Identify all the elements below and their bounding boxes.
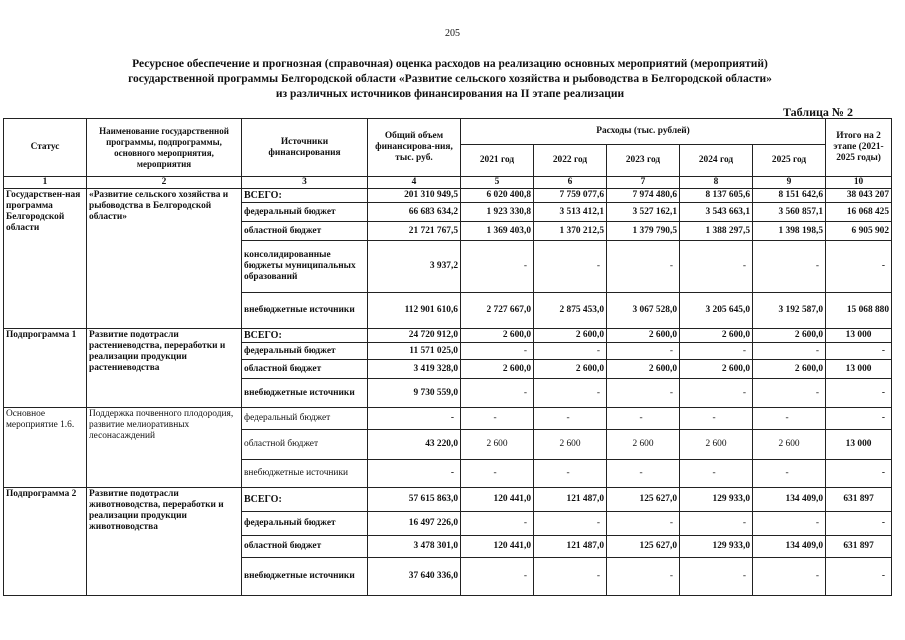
- column-number: 4: [368, 177, 461, 189]
- stage-total-cell: -: [826, 379, 892, 408]
- year-value-cell: -: [753, 379, 826, 408]
- year-value-cell: 1 370 212,5: [534, 222, 607, 241]
- stage-total-cell: 38 043 207: [826, 189, 892, 203]
- year-value-cell: -: [680, 343, 753, 360]
- year-value-cell: -: [753, 460, 826, 488]
- total-cell: 3 419 328,0: [368, 360, 461, 379]
- year-value-cell: -: [534, 241, 607, 293]
- table-row: [4, 329, 892, 343]
- year-value-cell: 2 600,0: [534, 360, 607, 379]
- header-total: Общий объем финансирова-ния, тыс. руб.: [368, 119, 461, 177]
- year-value-cell: -: [534, 379, 607, 408]
- column-number: 3: [242, 177, 368, 189]
- stage-total-cell: -: [826, 558, 892, 596]
- year-value-cell: -: [680, 558, 753, 596]
- year-value-cell: 3 527 162,1: [607, 203, 680, 222]
- year-value-cell: 121 487,0: [534, 536, 607, 558]
- year-value-cell: 129 933,0: [680, 488, 753, 512]
- header-year: 2022 год: [534, 145, 607, 177]
- source-cell: областной бюджет: [242, 360, 368, 379]
- year-value-cell: 2 600: [680, 430, 753, 460]
- total-cell: 11 571 025,0: [368, 343, 461, 360]
- column-number: 10: [826, 177, 892, 189]
- year-value-cell: 2 600: [461, 430, 534, 460]
- program-name-cell: Поддержка почвенного плодородия, развитие мелиоративных лесонасаждений: [87, 408, 242, 488]
- total-cell: 16 497 226,0: [368, 512, 461, 536]
- year-value-cell: 2 600,0: [461, 329, 534, 343]
- title-line-3: из различных источников финансирования на II этапе реализации: [275, 88, 625, 100]
- stage-total-cell: 631 897: [826, 536, 892, 558]
- year-value-cell: 125 627,0: [607, 536, 680, 558]
- total-cell: 9 730 559,0: [368, 379, 461, 408]
- source-cell: внебюджетные источники: [242, 379, 368, 408]
- source-cell: ВСЕГО:: [242, 189, 368, 203]
- column-number: 9: [753, 177, 826, 189]
- total-cell: -: [368, 460, 461, 488]
- source-cell: областной бюджет: [242, 536, 368, 558]
- title-line-2: государственной программы Белгородской области «Развитие сельского хозяйства и рыбоводства в Белгородской области»: [128, 73, 772, 85]
- year-value-cell: 2 600,0: [753, 329, 826, 343]
- source-cell: федеральный бюджет: [242, 512, 368, 536]
- year-value-cell: 3 513 412,1: [534, 203, 607, 222]
- total-cell: 201 310 949,5: [368, 189, 461, 203]
- year-value-cell: 2 600: [534, 430, 607, 460]
- header-stage-total: Итого на 2 этапе (2021-2025 годы): [826, 119, 892, 177]
- year-value-cell: -: [607, 512, 680, 536]
- year-value-cell: -: [461, 408, 534, 430]
- program-name-cell: «Развитие сельского хозяйства и рыбоводства в Белгородской области»: [87, 189, 242, 329]
- year-value-cell: 120 441,0: [461, 488, 534, 512]
- year-value-cell: 2 600,0: [607, 360, 680, 379]
- year-value-cell: -: [607, 460, 680, 488]
- status-cell: Государствен-ная программа Белгородской области: [4, 189, 87, 329]
- header-year: 2021 год: [461, 145, 534, 177]
- column-number: 8: [680, 177, 753, 189]
- year-value-cell: 3 192 587,0: [753, 293, 826, 329]
- table-header: [4, 119, 892, 189]
- column-number: 7: [607, 177, 680, 189]
- stage-total-cell: 13 000: [826, 360, 892, 379]
- year-value-cell: 2 600,0: [680, 329, 753, 343]
- year-value-cell: -: [461, 512, 534, 536]
- year-value-cell: -: [753, 408, 826, 430]
- status-cell: Подпрограмма 2: [4, 488, 87, 596]
- year-value-cell: 129 933,0: [680, 536, 753, 558]
- year-value-cell: 134 409,0: [753, 488, 826, 512]
- total-cell: -: [368, 408, 461, 430]
- total-cell: 66 683 634,2: [368, 203, 461, 222]
- year-value-cell: -: [753, 558, 826, 596]
- year-value-cell: 7 759 077,6: [534, 189, 607, 203]
- title-line-1: Ресурсное обеспечение и прогнозная (справочная) оценка расходов на реализацию основных мероприятий (мероприятий): [132, 58, 768, 70]
- total-cell: 3 937,2: [368, 241, 461, 293]
- year-value-cell: -: [607, 343, 680, 360]
- source-cell: областной бюджет: [242, 430, 368, 460]
- page-number: 205: [445, 28, 460, 39]
- header-name: Наименование государственной программы, подпрограммы, основного мероприятия, мероприятия: [87, 119, 242, 177]
- year-value-cell: 3 205 645,0: [680, 293, 753, 329]
- year-value-cell: 2 600,0: [680, 360, 753, 379]
- header-year: 2024 год: [680, 145, 753, 177]
- year-value-cell: -: [461, 241, 534, 293]
- total-cell: 37 640 336,0: [368, 558, 461, 596]
- table-row: [4, 488, 892, 512]
- table-label: Таблица № 2: [782, 105, 853, 119]
- column-number-row: [4, 177, 892, 189]
- stage-total-cell: 631 897: [826, 488, 892, 512]
- stage-total-cell: 15 068 880: [826, 293, 892, 329]
- program-name-cell: Развитие подотрасли животноводства, переработки и реализации продукции животноводства: [87, 488, 242, 596]
- source-cell: внебюджетные источники: [242, 558, 368, 596]
- year-value-cell: -: [534, 343, 607, 360]
- header-year: 2023 год: [607, 145, 680, 177]
- column-number: 1: [4, 177, 87, 189]
- stage-total-cell: 16 068 425: [826, 203, 892, 222]
- year-value-cell: -: [461, 379, 534, 408]
- year-value-cell: 2 600,0: [607, 329, 680, 343]
- source-cell: федеральный бюджет: [242, 203, 368, 222]
- year-value-cell: 2 600,0: [534, 329, 607, 343]
- year-value-cell: 2 600,0: [461, 360, 534, 379]
- year-value-cell: 2 875 453,0: [534, 293, 607, 329]
- year-value-cell: -: [753, 343, 826, 360]
- year-value-cell: -: [753, 512, 826, 536]
- stage-total-cell: 13 000: [826, 430, 892, 460]
- year-value-cell: -: [680, 408, 753, 430]
- year-value-cell: 8 137 605,6: [680, 189, 753, 203]
- year-value-cell: 2 600,0: [753, 360, 826, 379]
- year-value-cell: 2 600: [753, 430, 826, 460]
- header-sources: Источники финансирования: [242, 119, 368, 177]
- source-cell: федеральный бюджет: [242, 343, 368, 360]
- document-title: [60, 57, 840, 102]
- total-cell: 3 478 301,0: [368, 536, 461, 558]
- year-value-cell: -: [461, 460, 534, 488]
- program-name-cell: Развитие подотрасли растениеводства, переработки и реализации продукции растениеводства: [87, 329, 242, 408]
- total-cell: 43 220,0: [368, 430, 461, 460]
- stage-total-cell: -: [826, 241, 892, 293]
- funding-table: [3, 118, 892, 596]
- total-cell: 112 901 610,6: [368, 293, 461, 329]
- year-value-cell: 6 020 400,8: [461, 189, 534, 203]
- year-value-cell: 125 627,0: [607, 488, 680, 512]
- year-value-cell: -: [461, 343, 534, 360]
- total-cell: 21 721 767,5: [368, 222, 461, 241]
- status-cell: Основное мероприятие 1.6.: [4, 408, 87, 488]
- stage-total-cell: -: [826, 512, 892, 536]
- source-cell: внебюджетные источники: [242, 460, 368, 488]
- year-value-cell: 1 369 403,0: [461, 222, 534, 241]
- year-value-cell: -: [607, 379, 680, 408]
- year-value-cell: -: [461, 558, 534, 596]
- year-value-cell: 8 151 642,6: [753, 189, 826, 203]
- stage-total-cell: 13 000: [826, 329, 892, 343]
- header-status: Статус: [4, 119, 87, 177]
- stage-total-cell: -: [826, 460, 892, 488]
- year-value-cell: -: [607, 408, 680, 430]
- year-value-cell: 2 727 667,0: [461, 293, 534, 329]
- year-value-cell: -: [534, 558, 607, 596]
- stage-total-cell: -: [826, 343, 892, 360]
- header-expenses: Расходы (тыс. рублей): [461, 119, 826, 145]
- year-value-cell: 3 543 663,1: [680, 203, 753, 222]
- year-value-cell: 120 441,0: [461, 536, 534, 558]
- table-row: [4, 408, 892, 430]
- stage-total-cell: -: [826, 408, 892, 430]
- stage-total-cell: 6 905 902: [826, 222, 892, 241]
- year-value-cell: 2 600: [607, 430, 680, 460]
- source-cell: ВСЕГО:: [242, 488, 368, 512]
- year-value-cell: 1 923 330,8: [461, 203, 534, 222]
- year-value-cell: 1 379 790,5: [607, 222, 680, 241]
- year-value-cell: -: [680, 512, 753, 536]
- column-number: 2: [87, 177, 242, 189]
- year-value-cell: -: [534, 512, 607, 536]
- total-cell: 57 615 863,0: [368, 488, 461, 512]
- year-value-cell: 1 398 198,5: [753, 222, 826, 241]
- year-value-cell: -: [607, 241, 680, 293]
- total-cell: 24 720 912,0: [368, 329, 461, 343]
- source-cell: федеральный бюджет: [242, 408, 368, 430]
- status-cell: Подпрограмма 1: [4, 329, 87, 408]
- source-cell: областной бюджет: [242, 222, 368, 241]
- year-value-cell: 121 487,0: [534, 488, 607, 512]
- column-number: 6: [534, 177, 607, 189]
- table-row: [4, 189, 892, 203]
- year-value-cell: -: [680, 379, 753, 408]
- source-cell: ВСЕГО:: [242, 329, 368, 343]
- year-value-cell: 1 388 297,5: [680, 222, 753, 241]
- year-value-cell: -: [680, 241, 753, 293]
- year-value-cell: -: [753, 241, 826, 293]
- year-value-cell: -: [534, 460, 607, 488]
- year-value-cell: 3 560 857,1: [753, 203, 826, 222]
- table-body: [4, 189, 892, 596]
- source-cell: консолидированные бюджеты муниципальных образований: [242, 241, 368, 293]
- year-value-cell: 3 067 528,0: [607, 293, 680, 329]
- header-year: 2025 год: [753, 145, 826, 177]
- column-number: 5: [461, 177, 534, 189]
- year-value-cell: 7 974 480,6: [607, 189, 680, 203]
- year-value-cell: -: [680, 460, 753, 488]
- source-cell: внебюджетные источники: [242, 293, 368, 329]
- year-value-cell: -: [607, 558, 680, 596]
- year-value-cell: -: [534, 408, 607, 430]
- year-value-cell: 134 409,0: [753, 536, 826, 558]
